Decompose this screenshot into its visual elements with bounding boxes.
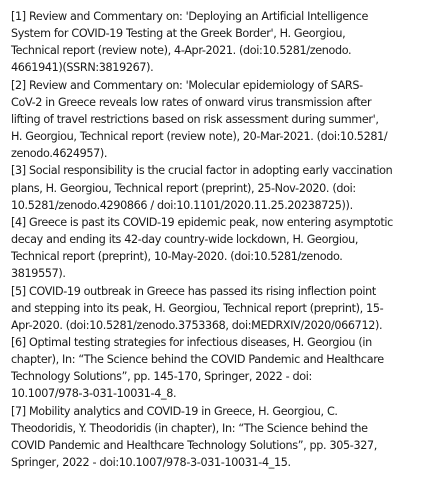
reference-line: plans, H. Georgiou, Technical report (preprint), 25-Nov-2020. (doi:: [11, 181, 356, 195]
reference-line: System for COVID-19 Testing at the Greek Border', H. Georgiou,: [11, 27, 346, 41]
reference-item-7: [11, 403, 432, 472]
reference-line: Springer, 2022 - doi:10.1007/978-3-031-10031-4_15.: [11, 456, 291, 470]
reference-item-1: [11, 8, 432, 77]
reference-item-5: [11, 283, 432, 334]
reference-line: [2] Review and Commentary on: 'Molecular epidemiology of SARS-: [11, 78, 363, 92]
reference-line: lifting of travel restrictions based on risk assessment during summer',: [11, 112, 379, 126]
reference-line: Apr-2020. (doi:10.5281/zenodo.3753368, doi:MEDRXIV/2020/066712).: [11, 318, 383, 332]
reference-item-6: [11, 334, 432, 403]
reference-line: CoV-2 in Greece reveals low rates of onward virus transmission after: [11, 95, 372, 109]
reference-line: [6] Optimal testing strategies for infectious diseases, H. Georgiou (in: [11, 335, 372, 349]
reference-item-3: [11, 162, 432, 213]
reference-line: [4] Greece is past its COVID-19 epidemic peak, now entering asymptotic: [11, 215, 393, 229]
reference-item-4: [11, 214, 432, 283]
reference-line: 4661941)(SSRN:3819267).: [11, 61, 154, 75]
reference-line: Technology Solutions”, pp. 145-170, Springer, 2022 - doi:: [11, 370, 312, 384]
reference-line: Theodoridis, Y. Theodoridis (in chapter), In: “The Science behind the: [11, 421, 368, 435]
reference-line: decay and ending its 42-day country-wide lockdown, H. Georgiou,: [11, 233, 359, 247]
reference-line: 10.1007/978-3-031-10031-4_8.: [11, 387, 177, 401]
reference-line: [3] Social responsibility is the crucial factor in adopting early vaccination: [11, 164, 393, 178]
reference-line: 3819557).: [11, 267, 66, 281]
reference-line: H. Georgiou, Technical report (review note), 20-Mar-2021. (doi:10.5281/: [11, 130, 388, 144]
reference-line: [7] Mobility analytics and COVID-19 in Greece, H. Georgiou, C.: [11, 404, 338, 418]
reference-line: [5] COVID-19 outbreak in Greece has passed its rising inflection point: [11, 284, 376, 298]
reference-line: zenodo.4624957).: [11, 147, 108, 161]
reference-line: Technical report (preprint), 10-May-2020. (doi:10.5281/zenodo.: [11, 250, 343, 264]
reference-line: COVID Pandemic and Healthcare Technology Solutions”, pp. 305-327,: [11, 438, 377, 452]
reference-line: [1] Review and Commentary on: 'Deploying an Artificial Intelligence: [11, 10, 369, 23]
reference-line: 10.5281/zenodo.4290866 / doi:10.1101/2020.11.25.20238725)).: [11, 198, 353, 212]
reference-line: chapter), In: “The Science behind the COVID Pandemic and Healthcare: [11, 353, 384, 367]
reference-item-2: [11, 77, 432, 163]
reference-line: Technical report (review note), 4-Apr-2021. (doi:10.5281/zenodo.: [11, 44, 352, 58]
reference-line: and stepping into its peak, H. Georgiou, Technical report (preprint), 15-: [11, 301, 384, 315]
reference-list: [11, 8, 432, 471]
